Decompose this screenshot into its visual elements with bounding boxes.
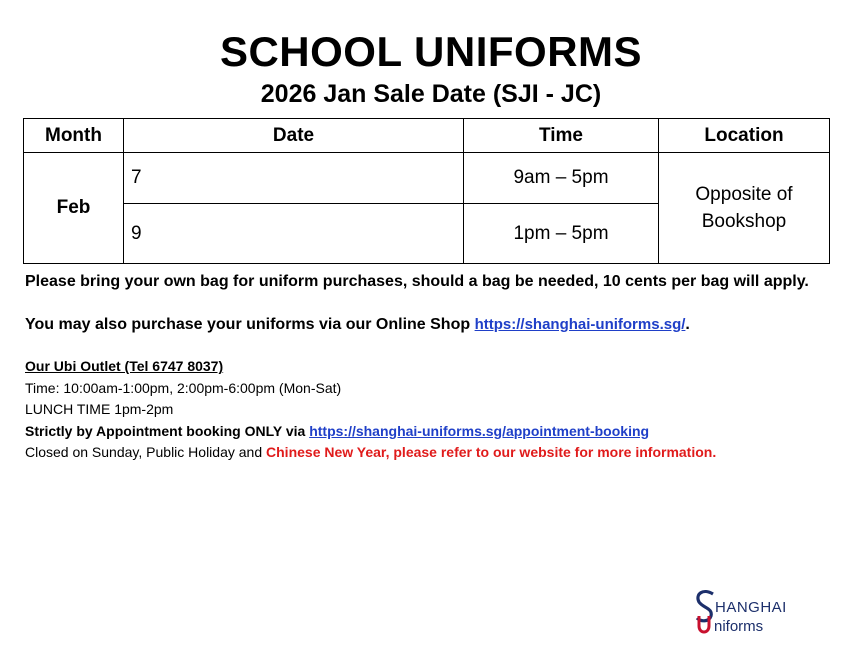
month-cell: Feb <box>24 153 124 264</box>
logo-text-line2: niforms <box>714 618 764 635</box>
location-line-1: Opposite of <box>695 184 793 205</box>
date-cell: 7 <box>124 153 464 204</box>
date-cell: 9 <box>124 204 464 264</box>
page-subtitle: 2026 Jan Sale Date (SJI - JC) <box>260 80 602 108</box>
closed-notice <box>25 442 815 464</box>
bag-notice: Please bring your own bag for uniform purchases, should a bag be needed, 10 cents per bag will apply. <box>25 273 809 290</box>
location-cell <box>659 153 830 264</box>
schedule-table <box>23 118 830 264</box>
appointment-notice <box>25 421 815 443</box>
shanghai-uniforms-logo <box>693 586 813 636</box>
header-month: Month <box>24 119 124 153</box>
time-cell: 1pm – 5pm <box>464 204 659 264</box>
outlet-heading-text: Our Ubi Outlet (Tel 6747 8037) <box>25 358 224 374</box>
header-location: Location <box>659 119 830 153</box>
header-date: Date <box>124 119 464 153</box>
logo-text-line1: HANGHAI <box>715 599 787 616</box>
online-shop-suffix: . <box>685 316 690 333</box>
outlet-hours: Time: 10:00am-1:00pm, 2:00pm-6:00pm (Mon-Sat) <box>25 379 342 396</box>
table-header-row <box>24 119 830 153</box>
online-shop-link[interactable]: https://shanghai-uniforms.sg/ <box>474 316 686 333</box>
location-line-2: Bookshop <box>701 211 787 232</box>
appointment-text: Strictly by Appointment booking ONLY via <box>25 422 310 439</box>
online-shop-notice <box>25 315 815 335</box>
outlet-heading <box>25 356 815 378</box>
page-title: SCHOOL UNIFORMS <box>219 28 643 75</box>
lunch-time: LUNCH TIME 1pm-2pm <box>25 401 174 417</box>
online-shop-text: You may also purchase your uniforms via our Online Shop <box>25 316 475 333</box>
appointment-link[interactable]: https://shanghai-uniforms.sg/appointment-booking <box>309 422 650 439</box>
time-cell: 9am – 5pm <box>464 153 659 204</box>
closed-text: Closed on Sunday, Public Holiday and <box>25 444 267 460</box>
notes-section <box>25 272 815 464</box>
closed-alert: Chinese New Year, please refer to our website for more information. <box>266 444 717 460</box>
table-row <box>24 153 830 204</box>
header-time: Time <box>464 119 659 153</box>
